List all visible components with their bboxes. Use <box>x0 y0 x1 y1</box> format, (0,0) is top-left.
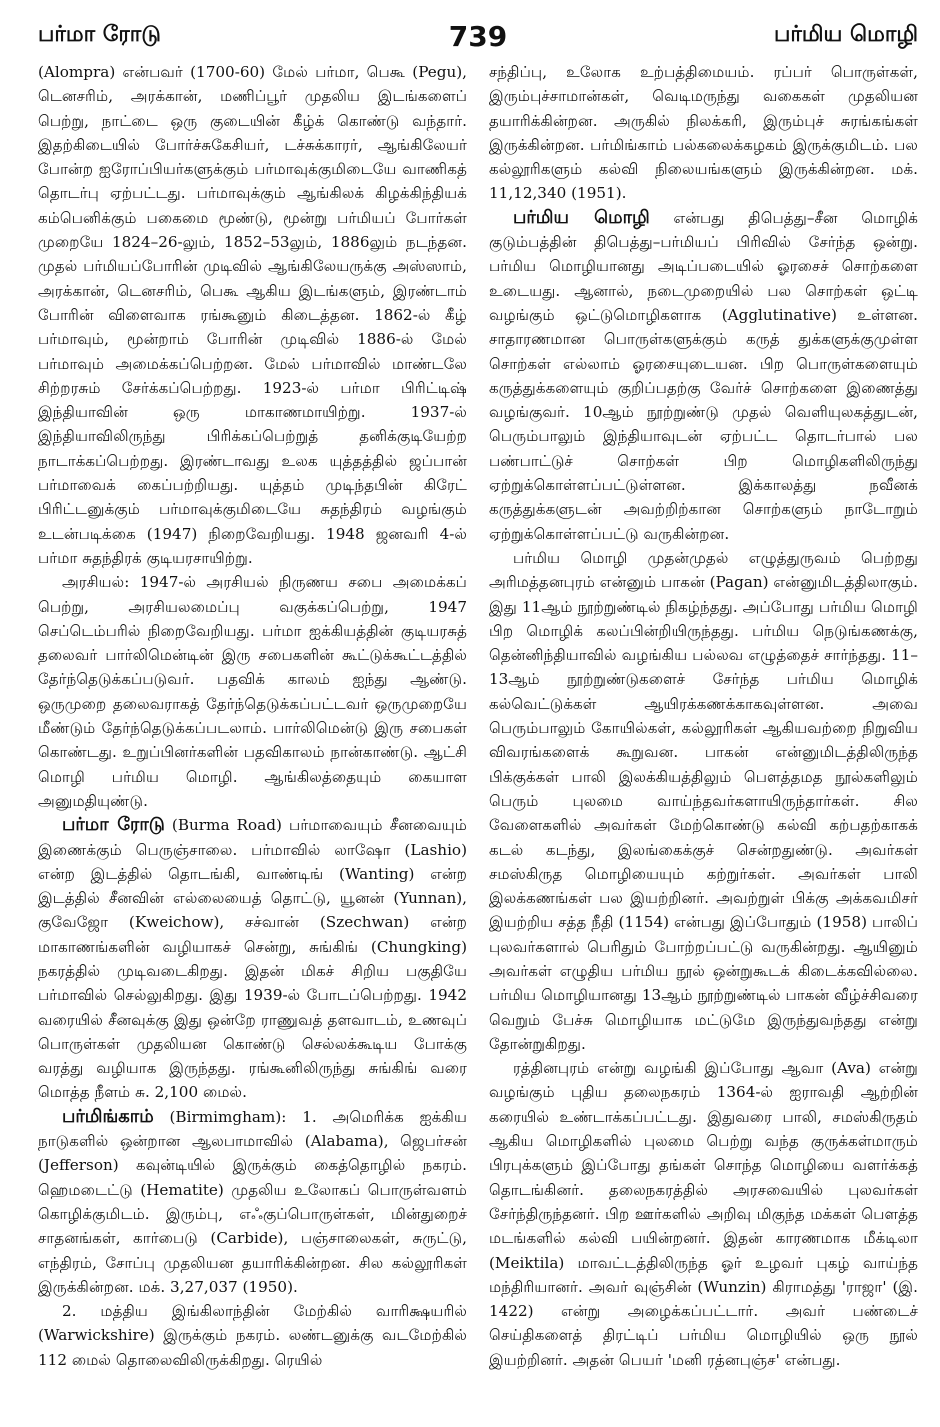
headword-burmese-language: பர்மிய மொழி <box>513 206 650 228</box>
running-head-left: பர்மா ரோடு <box>38 22 161 47</box>
birmingham-uk-paragraph: 2. மத்திய இங்கிலாந்தின் மேற்கில் வாரிக்ஷயரில் (Warwickshire) இருக்கும் நகரம். லண்டனுக்கு வடமேற்கில் 112 மைல் தொலைவிலிருக்கிறது. ரெயில் <box>38 1302 467 1369</box>
government-paragraph: அரசியல்: 1947-ல் அரசியல் நிருணய சபை அமைக்கப் பெற்று, அரசியலமைப்பு வகுக்கப்பெற்று, 1947 செப்டெம்பரில் நிறைவேறியது. பர்மா ஐக்கியத்தின் குடியரசுத் தலைவர் பார்லிமென்டின் இரு சபைகளின் கூட்டுக்கூட்டத்தில் தேர்ந்தெடுக்கப்படுவர். பதவிக் காலம் ஐந்து ஆண்டு. ஒருமுறை தலைவராகத் தேர்ந்தெடுக்கப்பட்டவர் ஒருமுறையே மீண்டும் தேர்ந்தெடுக்கப்படலாம். பார்லிமென்டு இரு சபைகள் கொண்டது. உறுப்பினர்களின் பதவிகாலம் நான்காண்டு. ஆட்சி மொழி பர்மிய மொழி. ஆங்கிலத்தையும் கையாள அனுமதியுண்டு. <box>38 573 467 810</box>
page-number: 739 <box>448 20 508 53</box>
left-column <box>38 60 467 1372</box>
entry-birmingham <box>38 1105 467 1299</box>
text-columns <box>38 60 918 1372</box>
entry-burmese-language-text: என்பது திபெத்து–சீன மொழிக் குடும்பத்தின் திபெத்து–பர்மியப் பிரிவில் சேர்ந்த ஒன்று. பர்மிய மொழியானது அடிப்படையில் ஓரசைச் சொற்களை உடையது. ஆனால், நடைமுறையில் பல சொற்கள் ஒட்டி வழங்கும் ஒட்டுமொழிகளாக (Agglutinative) உள்ளன. சாதாரணமான பொருள்களுக்கும் கருத் துக்களுக்குமுள்ள சொற்கள் எல்லாம் ஓரசையுடையன. பிற பொருள்களையும் கருத்துக்களையும் குறிப்பதற்கு வேர்ச் சொற்களை இணைத்து வழங்குவர். 10ஆம் நூற்றுண்டு முதல் வெளியுலகத்துடன், பெரும்பாலும் இந்தியாவுடன் ஏற்பட்ட தொடர்பால் பல பண்பாட்டுச் சொற்கள் பிற மொழிகளிலிருந்து ஏற்றுக்கொள்ளப்பட்டுள்ளன. இக்காலத்து நவீனக் கருத்துக்களுடன் அவற்றிற்கான சொற்களும் நாடோறும் ஏற்றுக்கொள்ளப்பட்டு வருகின்றன. <box>489 208 918 543</box>
entry-burma-road <box>38 813 467 1105</box>
entry-burmese-language <box>489 206 918 546</box>
burmese-script-paragraph: பர்மிய மொழி முதன்முதல் எழுத்துருவம் பெற்றது அரிமத்தனபுரம் என்னும் பாகன் (Pagan) என்னுமிடத்திலாகும். இது 11ஆம் நூற்றுண்டில் நிகழ்ந்தது. அப்போது பர்மிய மொழி பிற மொழிக் கலப்பின்றியிருந்தது. பர்மிய நெடுங்கணக்கு, தென்னிந்தியாவில் வழங்கிய பல்லவ எழுத்தைச் சார்ந்தது. 11–13ஆம் நூற்றுண்டுகளைச் சேர்ந்த பர்மிய மொழிக் கல்வெட்டுக்கள் ஆயிரக்கணக்காகவுள்ளன. அவை பெரும்பாலும் கோயில்கள், கல்லூரிகள் ஆகியவற்றை நிறுவிய விவரங்களைக் கூறுவன. பாகன் என்னுமிடத்திலிருந்த பிக்குக்கள் பாலி இலக்கியத்திலும் பௌத்தமத நூல்களிலும் பெரும் புலமை வாய்ந்தவர்களாயிருந்தார்கள். சில வேளைகளில் அவர்கள் மேற்கொண்டு கல்வி கற்பதற்காகக் கடல் கடந்து, இலங்கைக்குச் சென்றதுண்டு. அவர்கள் சமஸ்கிருத மொழியையும் கற்றுர்கள். அவர்கள் பாலி இலக்கணங்கள் பல இயற்றினர். அவற்றுள் பிக்கு அக்கவமிசர் இயற்றிய சத்த நீதி (1154) என்பது இப்போதும் (1958) பாலிப் புலவர்களால் பெரிதும் போற்றப்பட்டு வருகின்றது. ஆயினும் அவர்கள் எழுதிய பர்மிய நூல் ஒன்றுகூடக் கிடைக்கவில்லை. பர்மிய மொழியானது 13ஆம் நூற்றுண்டில் பாகன் வீழ்ச்சிவரை வெறும் பேச்சு மொழியாக மட்டுமே இருந்துவந்தது என்று தோன்றுகிறது. <box>489 548 918 1053</box>
right-column <box>489 60 918 1372</box>
ava-paragraph: ரத்தினபுரம் என்று வழங்கி இப்போது ஆவா (Ava) என்று வழங்கும் புதிய தலைநகரம் 1364-ல் ஐராவதி ஆற்றின் கரையில் உண்டாக்கப்பட்டது. இதுவரை பாலி, சமஸ்கிருதம் ஆகிய மொழிகளில் புலமை பெற்று வந்த குருக்கள்மாரும் பிரபுக்களும் இப்போது தங்கள் சொந்த மொழியை வளர்க்கத் தொடங்கினர். தலைநகரத்தில் அரசவையில் புலவர்கள் சேர்ந்திருந்தனர். பிற ஊர்களில் அறிவு மிகுந்த மக்கள் பௌத்த மடங்களில் கல்வி பயின்றனர். இதன் காரணமாக மீக்டிலா (Meiktila) மாவட்டத்திலிருந்த ஓர் உழவர் புகழ் வாய்ந்த மந்திரியானர். அவர் வுஞ்சின் (Wunzin) கிராமத்து 'ராஜா' (இ. 1422) என்று அழைக்கப்பட்டார். அவர் பண்டைச் செய்திகளைத் திரட்டிப் பர்மிய மொழியில் ஒரு நூல் இயற்றினர். அதன் பெயர் 'மனி ரத்னபுஞ்ச' என்பது. <box>489 1059 918 1369</box>
entry-continuation-paragraph: (Alompra) என்பவர் (1700-60) மேல் பர்மா, பெகூ (Pegu), டெனசரிம், அரக்கான், மணிப்பூர் முதலிய இடங்களைப் பெற்று, நாட்டை ஒரு குடையின் கீழ்க் கொண்டு வந்தார். இதற்கிடையில் போர்ச்சுகேசியர், டச்சுக்காரர், ஆங்கிலேயர் போன்ற ஐரோப்பியர்களுக்கும் பர்மாவுக்குமிடையே வாணிகத் தொடர்பு ஏற்பட்டது. பர்மாவுக்கும் ஆங்கிலக் கிழக்கிந்தியக் கம்பெனிக்கும் பகைமை மூண்டு, மூன்று பர்மியப் போர்கள் முறையே 1824–26-லும், 1852–53லும், 1886லும் நடந்தன. முதல் பர்மியப்போரின் முடிவில் ஆங்கிலேயருக்கு அஸ்ஸாம், அரக்கான், டெனசரிம், பெகூ ஆகிய இடங்களும், இரண்டாம் போரின் விளைவாக ரங்கூனும் கிடைத்தன. 1862-ல் கீழ் பர்மாவும், மூன்றாம் போரின் முடிவில் 1886-ல் மேல் பர்மாவும் அமைக்கப்பெற்றன. மேல் பர்மாவில் மாண்டலே சிற்றரசும் சேர்க்கப்பெற்றது. 1923-ல் பர்மா பிரிட்டிஷ் இந்தியாவின் ஒரு மாகாணமாயிற்று. 1937-ல் இந்தியாவிலிருந்து பிரிக்கப்பெற்றுத் தனிக்குடியேற்ற நாடாக்கப்பெற்றது. இரண்டாவது உலக யுத்தத்தில் ஜப்பான் பர்மாவைக் கைப்பற்றியது. யுத்தம் முடிந்தபின் கிரேட் பிரிட்டனுக்கும் பர்மாவுக்குமிடையே சுதந்திரம் வழங்கும் உடன்படிக்கை (1947) நிறைவேறியது. 1948 ஜனவரி 4-ல் பர்மா சுதந்திரக் குடியரசாயிற்று. <box>38 63 467 567</box>
headword-birmingham: பர்மிங்காம் <box>62 1105 154 1127</box>
birmingham-continuation-paragraph: சந்திப்பு, உலோக உற்பத்திமையம். ரப்பர் பொருள்கள், இரும்புச்சாமான்கள், வெடிமருந்து வகைகள் முதலியன தயாரிக்கின்றன. அருகில் நிலக்கரி, இரும்புச் சுரங்கங்கள் இருக்கின்றன. பர்மிங்காம் பல்கலைக்கழகம் இருக்குமிடம். பல கல்லூரிகளும் கல்வி நிலையங்களும் இருக்கின்றன. மக். 11,12,340 (1951). <box>489 63 918 203</box>
headword-burma-road: பர்மா ரோடு <box>62 814 165 836</box>
entry-birmingham-text: (Birmimgham): 1. அமெரிக்க ஐக்கிய நாடுகளில் ஒன்றான ஆலபாமாவில் (Alabama), ஜெபர்சன் (Jefferson) கவுன்டியில் இருக்கும் கைத்தொழில் நகரம். ஹெமடைட்டு (Hematite) முதலிய உலோகப் பொருள்வளம் கொழிக்குமிடம். இரும்பு, எஃகுப்பொருள்கள், மின்துறைச் சாதனங்கள், கார்பைடு (Carbide), பஞ்சாலைகள், சுருட்டு, எந்திரம், சோப்பு முதலியன தயாரிக்கின்றன. சில கல்லூரிகள் இருக்கின்றன. மக். 3,27,037 (1950). <box>38 1107 467 1296</box>
entry-burma-road-text: (Burma Road) பர்மாவையும் சீனவையும் இணைக்கும் பெருஞ்சாலை. பர்மாவில் லாஷோ (Lashio) என்ற இடத்தில் தொடங்கி, வாண்டிங் (Wanting) என்ற இடத்தில் சீனவின் எல்லையைத் தொட்டு, யூனன் (Yunnan), குவேஜோ (Kweichow), சச்வான் (Szechwan) என்ற மாகாணங்களின் வழியாகச் சென்று, சுங்கிங் (Chungking) நகரத்தில் முடிவடைகிறது. இதன் மிகச் சிறிய பகுதியே பர்மாவில் செல்லுகிறது. இது 1939-ல் போடப்பெற்றது. 1942 வரையில் சீனவுக்கு இது ஒன்றே ராணுவத் தளவாடம், உணவுப் பொருள்கள் முதலியன கொண்டு செல்லக்கூடிய போக்கு வரத்து வழியாக இருந்தது. ரங்கூனிலிருந்து சுங்கிங் வரை மொத்த நீளம் சு. 2,100 மைல். <box>38 816 467 1102</box>
running-head-right: பர்மிய மொழி <box>773 22 918 47</box>
page-header <box>38 20 918 60</box>
